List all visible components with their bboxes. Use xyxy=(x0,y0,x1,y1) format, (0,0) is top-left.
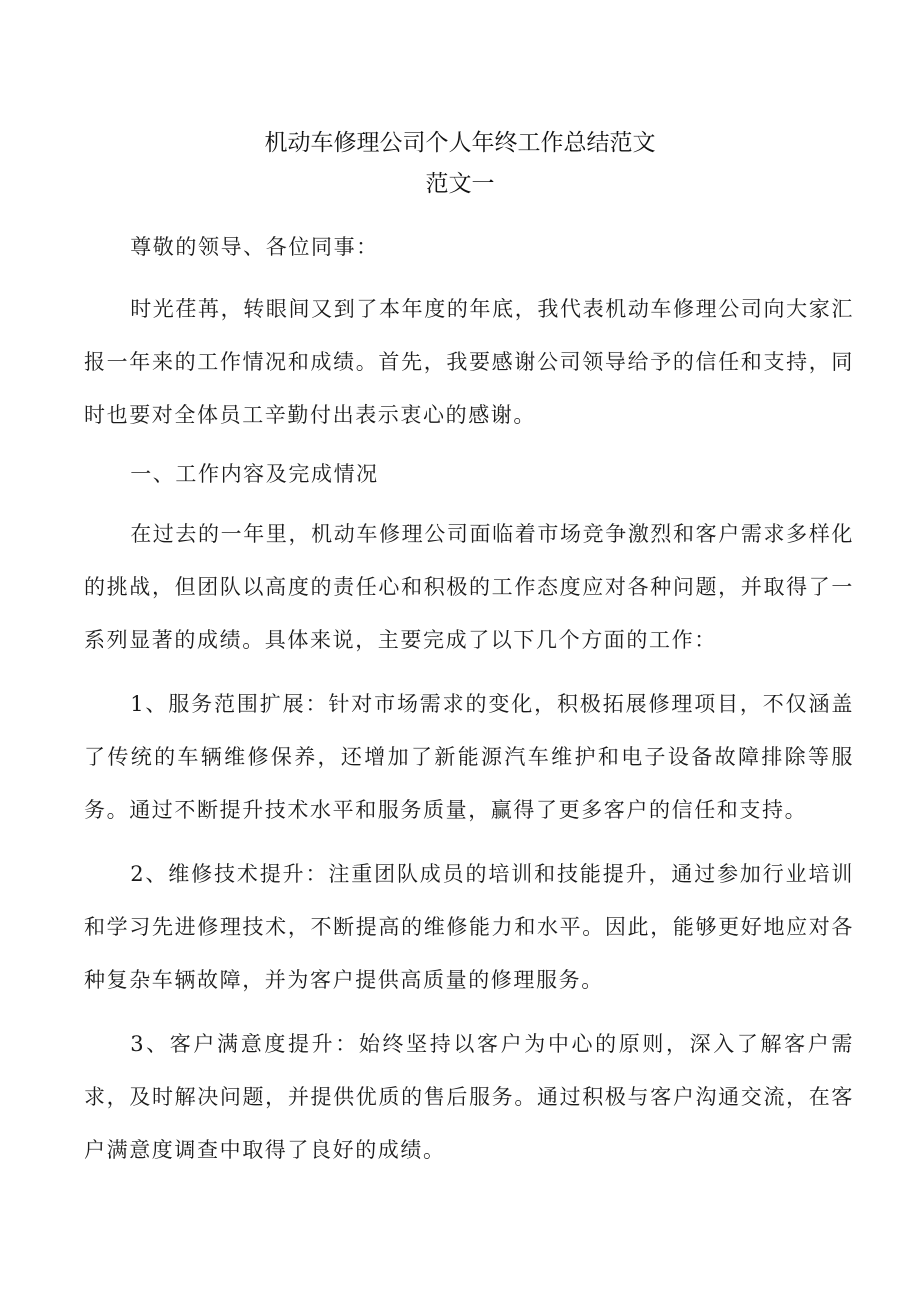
section-heading: 一、工作内容及完成情况 xyxy=(130,462,379,486)
document-subtitle: 范文一 xyxy=(425,171,495,197)
document-title: 机动车修理公司个人年终工作总结范文 xyxy=(264,130,656,156)
section-body-paragraph: 在过去的一年里，机动车修理公司面临着市场竞争激烈和客户需求多样化的挑战，但团队以高度的责任心和积极的工作态度应对各种问题，并取得了一系列显著的成绩。具体来说，主要完成了以下几个方面的工作： xyxy=(84,522,854,652)
list-item: 2、维修技术提升：注重团队成员的培训和技能提升，通过参加行业培训和学习先进修理技术，不断提高的维修能力和水平。因此，能够更好地应对各种复杂车辆故障，并为客户提供高质量的修理服务。 xyxy=(84,862,854,992)
intro-paragraph: 时光荏苒，转眼间又到了本年度的年底，我代表机动车修理公司向大家汇报一年来的工作情况和成绩。首先，我要感谢公司领导给予的信任和支持，同时也要对全体员工辛勤付出表示衷心的感谢。 xyxy=(84,297,854,427)
list-item: 3、客户满意度提升：始终坚持以客户为中心的原则，深入了解客户需求，及时解决问题，并提供优质的售后服务。通过积极与客户沟通交流，在客户满意度调查中取得了良好的成绩。 xyxy=(84,1032,854,1162)
list-item: 1、服务范围扩展：针对市场需求的变化，积极拓展修理项目，不仅涵盖了传统的车辆维修保养，还增加了新能源汽车维护和电子设备故障排除等服务。通过不断提升技术水平和服务质量，赢得了更多客户的信任和支持。 xyxy=(84,692,854,822)
greeting: 尊敬的领导、各位同事： xyxy=(130,235,379,259)
